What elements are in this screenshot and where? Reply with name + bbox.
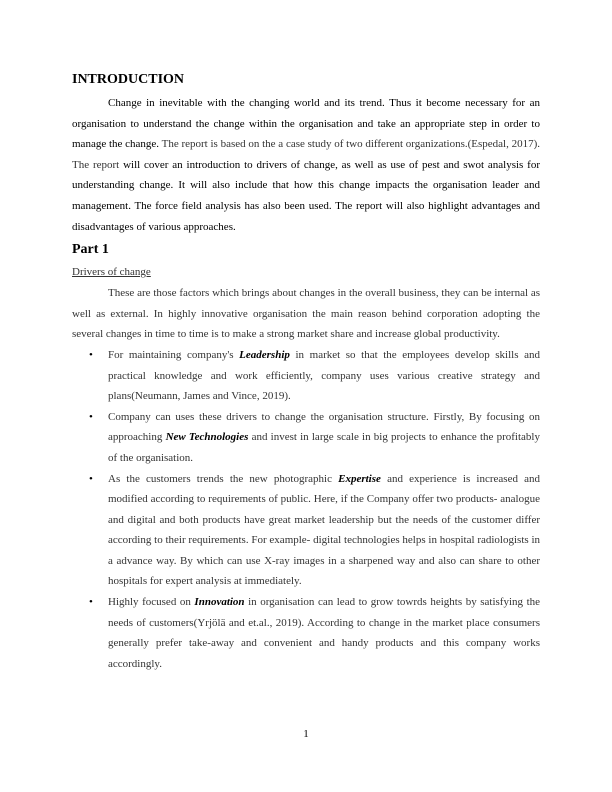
bullet-text-after: in market so that the employees develop skills and practical knowledge and work efficiently, company uses various creative strategy and plans(Neumann, James and Vince, 2019). [108,348,540,403]
document-page [72,70,540,674]
list-item [72,592,540,674]
bullet-icon: • [89,472,93,485]
bullet-keyword: Expertise [338,472,381,485]
drivers-list [72,345,540,675]
intro-text-a: Change in inevitable with the changing world and its trend. Thus it become necessary for an organisation to understand the change within the organisation and take an appropriate step in order to manage the change. [72,97,540,151]
page-number: 1 [303,728,309,740]
bullet-icon: • [89,410,93,423]
bullet-keyword: New Technologies [165,431,249,444]
bullet-text-after: in organisation can lead to grow towrds heights by satisfying the needs of customers(Yrjölä and et.al., 2019). According to change in the market place consumers generally prefer take-away and convenient and handy products and this company works accordingly. [108,596,541,670]
list-item [72,345,540,407]
drivers-paragraph: These are those factors which brings about changes in the overall business, they can be internal as well as external. In highly innovative organisation the main reason behind corporation adopting the several changes in time to time is to make a strong market share and increase global productivity. [72,287,540,341]
bullet-icon: • [89,596,93,609]
bullet-icon: • [89,348,93,361]
bullet-text-before: Highly focused on [108,596,195,609]
bullet-text-before: As the customers trends the new photographic [108,472,339,485]
bullet-text-before: Company can uses these drivers to change the organisation structure. Firstly, By focusing on approaching [108,410,540,444]
intro-heading: INTRODUCTION [72,72,185,87]
part1-heading: Part 1 [72,242,109,258]
intro-text-b: The report is based on the a case study of two different organizations.(Espedal, 2017). The report [72,138,541,171]
intro-paragraph [72,93,540,237]
intro-text-c: will cover an introduction to drivers of change, as well as use of pest and swot analysis for understanding change. It will also include that how this change impacts the organisation leader and management. The force field analysis has also been used. The report will also highlight advantages and disadvantages of various approaches. [72,158,540,233]
bullet-keyword: Leadership [239,348,290,361]
drivers-subheading: Drivers of change [72,266,151,279]
list-item [72,407,540,469]
bullet-text-after: and invest in large scale in big projects to enhance the profitably of the organisation. [108,431,540,464]
list-item [72,469,540,593]
bullet-text-before: For maintaining company's [108,348,240,361]
bullet-keyword: Innovation [194,596,245,609]
bullet-text-after: and experience is increased and modified according to requirements of public. Here, if the Company offer two products- analogue and digital and both products have great market leadership but the needs of the customer differ according to their requirements. For example- digital technologies helps in hospital radiologists in a advance way. By which can use X-ray images in a sharpened way and also can share to other hospitals for expert analysis at immediately. [108,472,541,588]
